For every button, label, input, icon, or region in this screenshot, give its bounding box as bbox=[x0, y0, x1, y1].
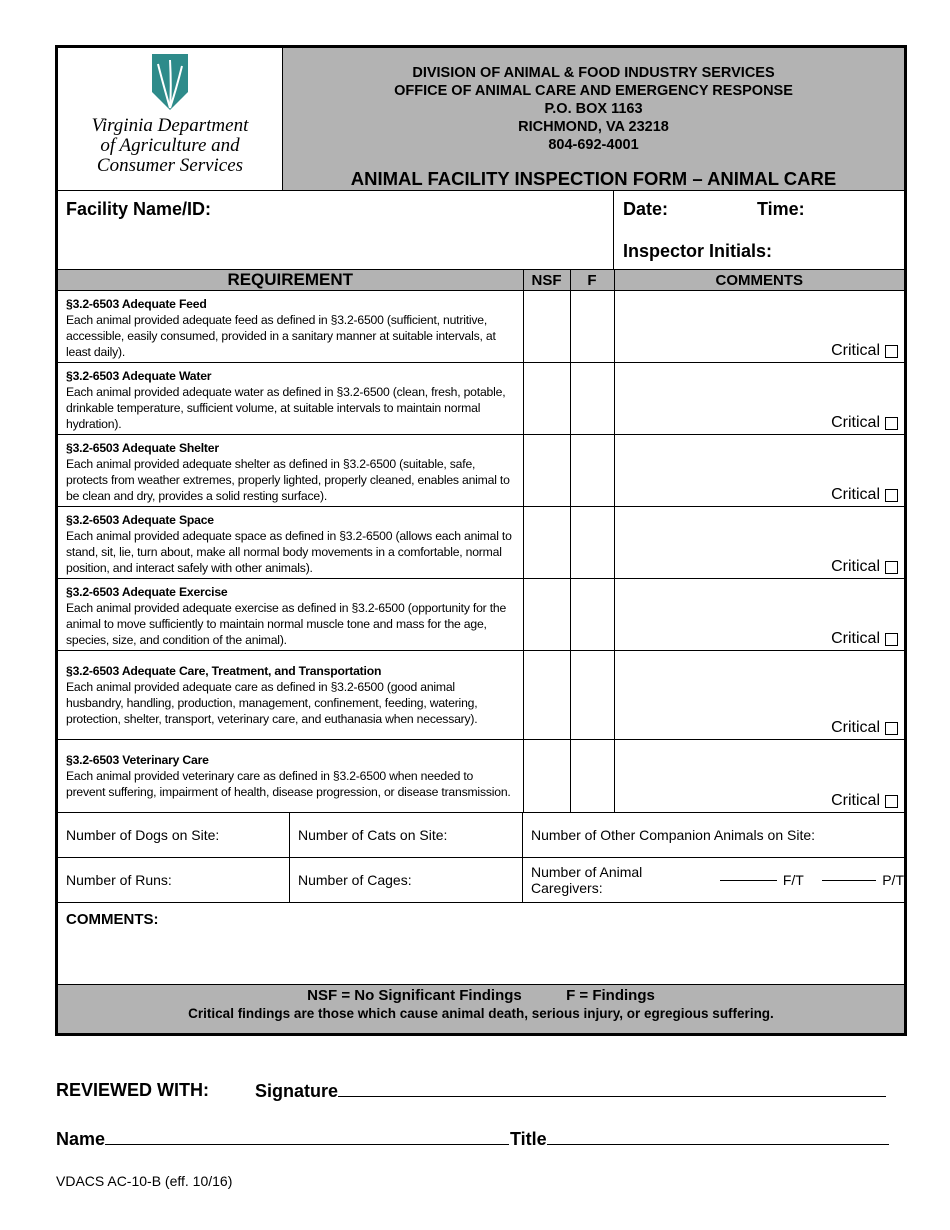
facility-row bbox=[58, 191, 904, 270]
leaf-logo-icon bbox=[150, 54, 190, 110]
table-row bbox=[58, 291, 904, 363]
date-field[interactable]: Date: bbox=[623, 199, 669, 219]
animal-counts-row bbox=[58, 813, 904, 858]
runs-count-field[interactable]: Number of Runs: bbox=[58, 858, 290, 902]
requirement-text: Each animal provided adequate shelter as defined in §3.2-6500 (suitable, safe, protects from weather extremes, properly lighted, properly cleaned, enables animal to be clean and dry, provides a solid resting surface). bbox=[66, 457, 510, 503]
critical-label: Critical bbox=[831, 792, 880, 809]
critical-label: Critical bbox=[831, 342, 880, 359]
form-code: VDACS AC-10-B (eff. 10/16) bbox=[56, 1173, 233, 1189]
nsf-cell[interactable] bbox=[523, 579, 570, 651]
name-field[interactable] bbox=[56, 1128, 509, 1150]
comment-cell[interactable] bbox=[614, 435, 904, 507]
f-cell[interactable] bbox=[570, 651, 614, 740]
requirement-text: Each animal provided adequate space as defined in §3.2-6500 (allows each animal to stand, sit, lie, turn about, make all normal body movements in a comfortable, normal position, and interact safely with other animals). bbox=[66, 529, 512, 575]
comment-cell[interactable] bbox=[614, 740, 904, 813]
time-field[interactable]: Time: bbox=[757, 199, 805, 219]
f-cell[interactable] bbox=[570, 363, 614, 435]
comments-label: COMMENTS: bbox=[66, 911, 159, 928]
inspection-form bbox=[55, 45, 907, 1036]
form-header bbox=[58, 48, 904, 191]
critical-label: Critical bbox=[831, 719, 880, 736]
checkbox-icon bbox=[885, 633, 898, 646]
comment-cell[interactable] bbox=[614, 579, 904, 651]
facility-name-label: Facility Name/ID: bbox=[66, 199, 212, 219]
comment-cell[interactable] bbox=[614, 363, 904, 435]
logo-line-3: Consumer Services bbox=[96, 155, 244, 176]
table-row bbox=[58, 651, 904, 740]
critical-label: Critical bbox=[831, 630, 880, 647]
f-cell[interactable] bbox=[570, 507, 614, 579]
nsf-header: NSF bbox=[523, 270, 570, 291]
signature-line[interactable] bbox=[338, 1080, 886, 1097]
f-header: F bbox=[570, 270, 614, 291]
caregivers-field bbox=[523, 858, 904, 902]
header-info bbox=[283, 48, 904, 190]
reviewed-with-label: REVIEWED WITH: bbox=[56, 1080, 209, 1100]
requirement-text: Each animal provided adequate exercise as defined in §3.2-6500 (opportunity for the animal to move sufficiently to maintain normal muscle tone and mass for the age, species, size, and condition of the animal). bbox=[66, 601, 507, 647]
vdacs-logo bbox=[58, 48, 283, 190]
nsf-cell[interactable] bbox=[523, 651, 570, 740]
form-title: ANIMAL FACILITY INSPECTION FORM – ANIMAL CARE bbox=[350, 168, 837, 189]
requirement-title: §3.2-6503 Adequate Care, Treatment, and Transportation bbox=[66, 664, 382, 678]
requirements-table bbox=[58, 270, 904, 813]
comments-box[interactable] bbox=[58, 903, 904, 985]
legend-f: F = Findings bbox=[566, 987, 655, 1004]
checkbox-icon bbox=[885, 561, 898, 574]
comment-cell[interactable] bbox=[614, 291, 904, 363]
critical-checkbox[interactable] bbox=[831, 342, 898, 360]
name-line[interactable] bbox=[105, 1128, 509, 1145]
requirement-text: Each animal provided adequate feed as defined in §3.2-6500 (sufficient, nutritive, accessible, easily consumed, provided in a sanitary manner at suitable intervals, at least daily). bbox=[66, 313, 496, 359]
requirement-header: REQUIREMENT bbox=[58, 270, 523, 291]
comment-cell[interactable] bbox=[614, 651, 904, 740]
critical-checkbox[interactable] bbox=[831, 630, 898, 648]
requirement-text: Each animal provided adequate care as defined in §3.2-6500 (good animal husbandry, handling, production, management, confinement, feeding, watering, protection, shelter, transport, veterinary care, and euthanasia when necessary). bbox=[66, 680, 478, 726]
requirement-title: §3.2-6503 Adequate Water bbox=[66, 369, 212, 383]
division-name: DIVISION OF ANIMAL & FOOD INDUSTRY SERVICES bbox=[412, 65, 775, 81]
cages-count-field[interactable]: Number of Cages: bbox=[290, 858, 523, 902]
critical-label: Critical bbox=[831, 414, 880, 431]
signature-label: Signature bbox=[255, 1081, 339, 1101]
requirement-title: §3.2-6503 Veterinary Care bbox=[66, 753, 209, 767]
requirement-text: Each animal provided adequate water as defined in §3.2-6500 (clean, fresh, potable, drinkable temperature, sufficient volume, at suitable intervals to maintain normal hydration). bbox=[66, 385, 506, 431]
table-row bbox=[58, 740, 904, 813]
facility-counts-row bbox=[58, 858, 904, 903]
ft-input-line[interactable] bbox=[720, 879, 776, 881]
legend-critical: Critical findings are those which cause animal death, serious injury, or egregious suffering. bbox=[188, 1006, 774, 1021]
other-animals-count-field[interactable]: Number of Other Companion Animals on Site: bbox=[531, 827, 816, 843]
table-row bbox=[58, 363, 904, 435]
checkbox-icon bbox=[885, 489, 898, 502]
title-line[interactable] bbox=[547, 1128, 889, 1145]
table-row bbox=[58, 579, 904, 651]
requirement-title: §3.2-6503 Adequate Shelter bbox=[66, 441, 219, 455]
logo-line-2: of Agriculture and bbox=[100, 135, 240, 156]
f-cell[interactable] bbox=[570, 579, 614, 651]
signature-field[interactable] bbox=[255, 1080, 886, 1102]
dogs-count-field[interactable]: Number of Dogs on Site: bbox=[58, 813, 290, 857]
nsf-cell[interactable] bbox=[523, 435, 570, 507]
nsf-cell[interactable] bbox=[523, 291, 570, 363]
office-name: OFFICE OF ANIMAL CARE AND EMERGENCY RESPONSE bbox=[394, 83, 793, 99]
city-state: RICHMOND, VA 23218 bbox=[518, 119, 669, 135]
f-cell[interactable] bbox=[570, 740, 614, 813]
critical-checkbox[interactable] bbox=[831, 558, 898, 576]
requirement-title: §3.2-6503 Adequate Space bbox=[66, 513, 214, 527]
phone-number: 804-692-4001 bbox=[548, 137, 639, 153]
facility-name-field[interactable] bbox=[58, 191, 614, 269]
cats-count-field[interactable]: Number of Cats on Site: bbox=[290, 813, 523, 857]
critical-label: Critical bbox=[831, 558, 880, 575]
requirement-title: §3.2-6503 Adequate Exercise bbox=[66, 585, 228, 599]
critical-label: Critical bbox=[831, 486, 880, 503]
checkbox-icon bbox=[885, 345, 898, 358]
po-box: P.O. BOX 1163 bbox=[544, 101, 643, 117]
critical-checkbox[interactable] bbox=[831, 414, 898, 432]
checkbox-icon bbox=[885, 795, 898, 808]
critical-checkbox[interactable] bbox=[831, 792, 898, 810]
legend bbox=[58, 985, 904, 1033]
pt-label: P/T bbox=[882, 872, 904, 888]
name-label: Name bbox=[56, 1129, 106, 1149]
title-field[interactable] bbox=[510, 1128, 889, 1150]
f-cell[interactable] bbox=[570, 435, 614, 507]
nsf-cell[interactable] bbox=[523, 363, 570, 435]
logo-line-1: Virginia Department bbox=[91, 115, 249, 136]
critical-checkbox[interactable] bbox=[831, 719, 898, 737]
nsf-cell[interactable] bbox=[523, 507, 570, 579]
inspector-initials-field[interactable]: Inspector Initials: bbox=[623, 241, 773, 261]
nsf-cell[interactable] bbox=[523, 740, 570, 813]
ft-label: F/T bbox=[782, 872, 804, 888]
caregivers-label: Number of Animal Caregivers: bbox=[531, 864, 643, 896]
comment-cell[interactable] bbox=[614, 507, 904, 579]
requirement-title: §3.2-6503 Adequate Feed bbox=[66, 297, 207, 311]
f-cell[interactable] bbox=[570, 291, 614, 363]
title-label: Title bbox=[510, 1129, 547, 1149]
comments-header: COMMENTS bbox=[614, 270, 904, 291]
table-row bbox=[58, 507, 904, 579]
date-time-initials bbox=[614, 191, 904, 269]
pt-input-line[interactable] bbox=[822, 879, 876, 881]
table-row bbox=[58, 435, 904, 507]
legend-nsf: NSF = No Significant Findings bbox=[307, 987, 522, 1004]
critical-checkbox[interactable] bbox=[831, 486, 898, 504]
checkbox-icon bbox=[885, 722, 898, 735]
checkbox-icon bbox=[885, 417, 898, 430]
requirement-text: Each animal provided veterinary care as defined in §3.2-6500 when needed to prevent suffering, impairment of health, disease progression, or disease transmission. bbox=[66, 769, 511, 799]
